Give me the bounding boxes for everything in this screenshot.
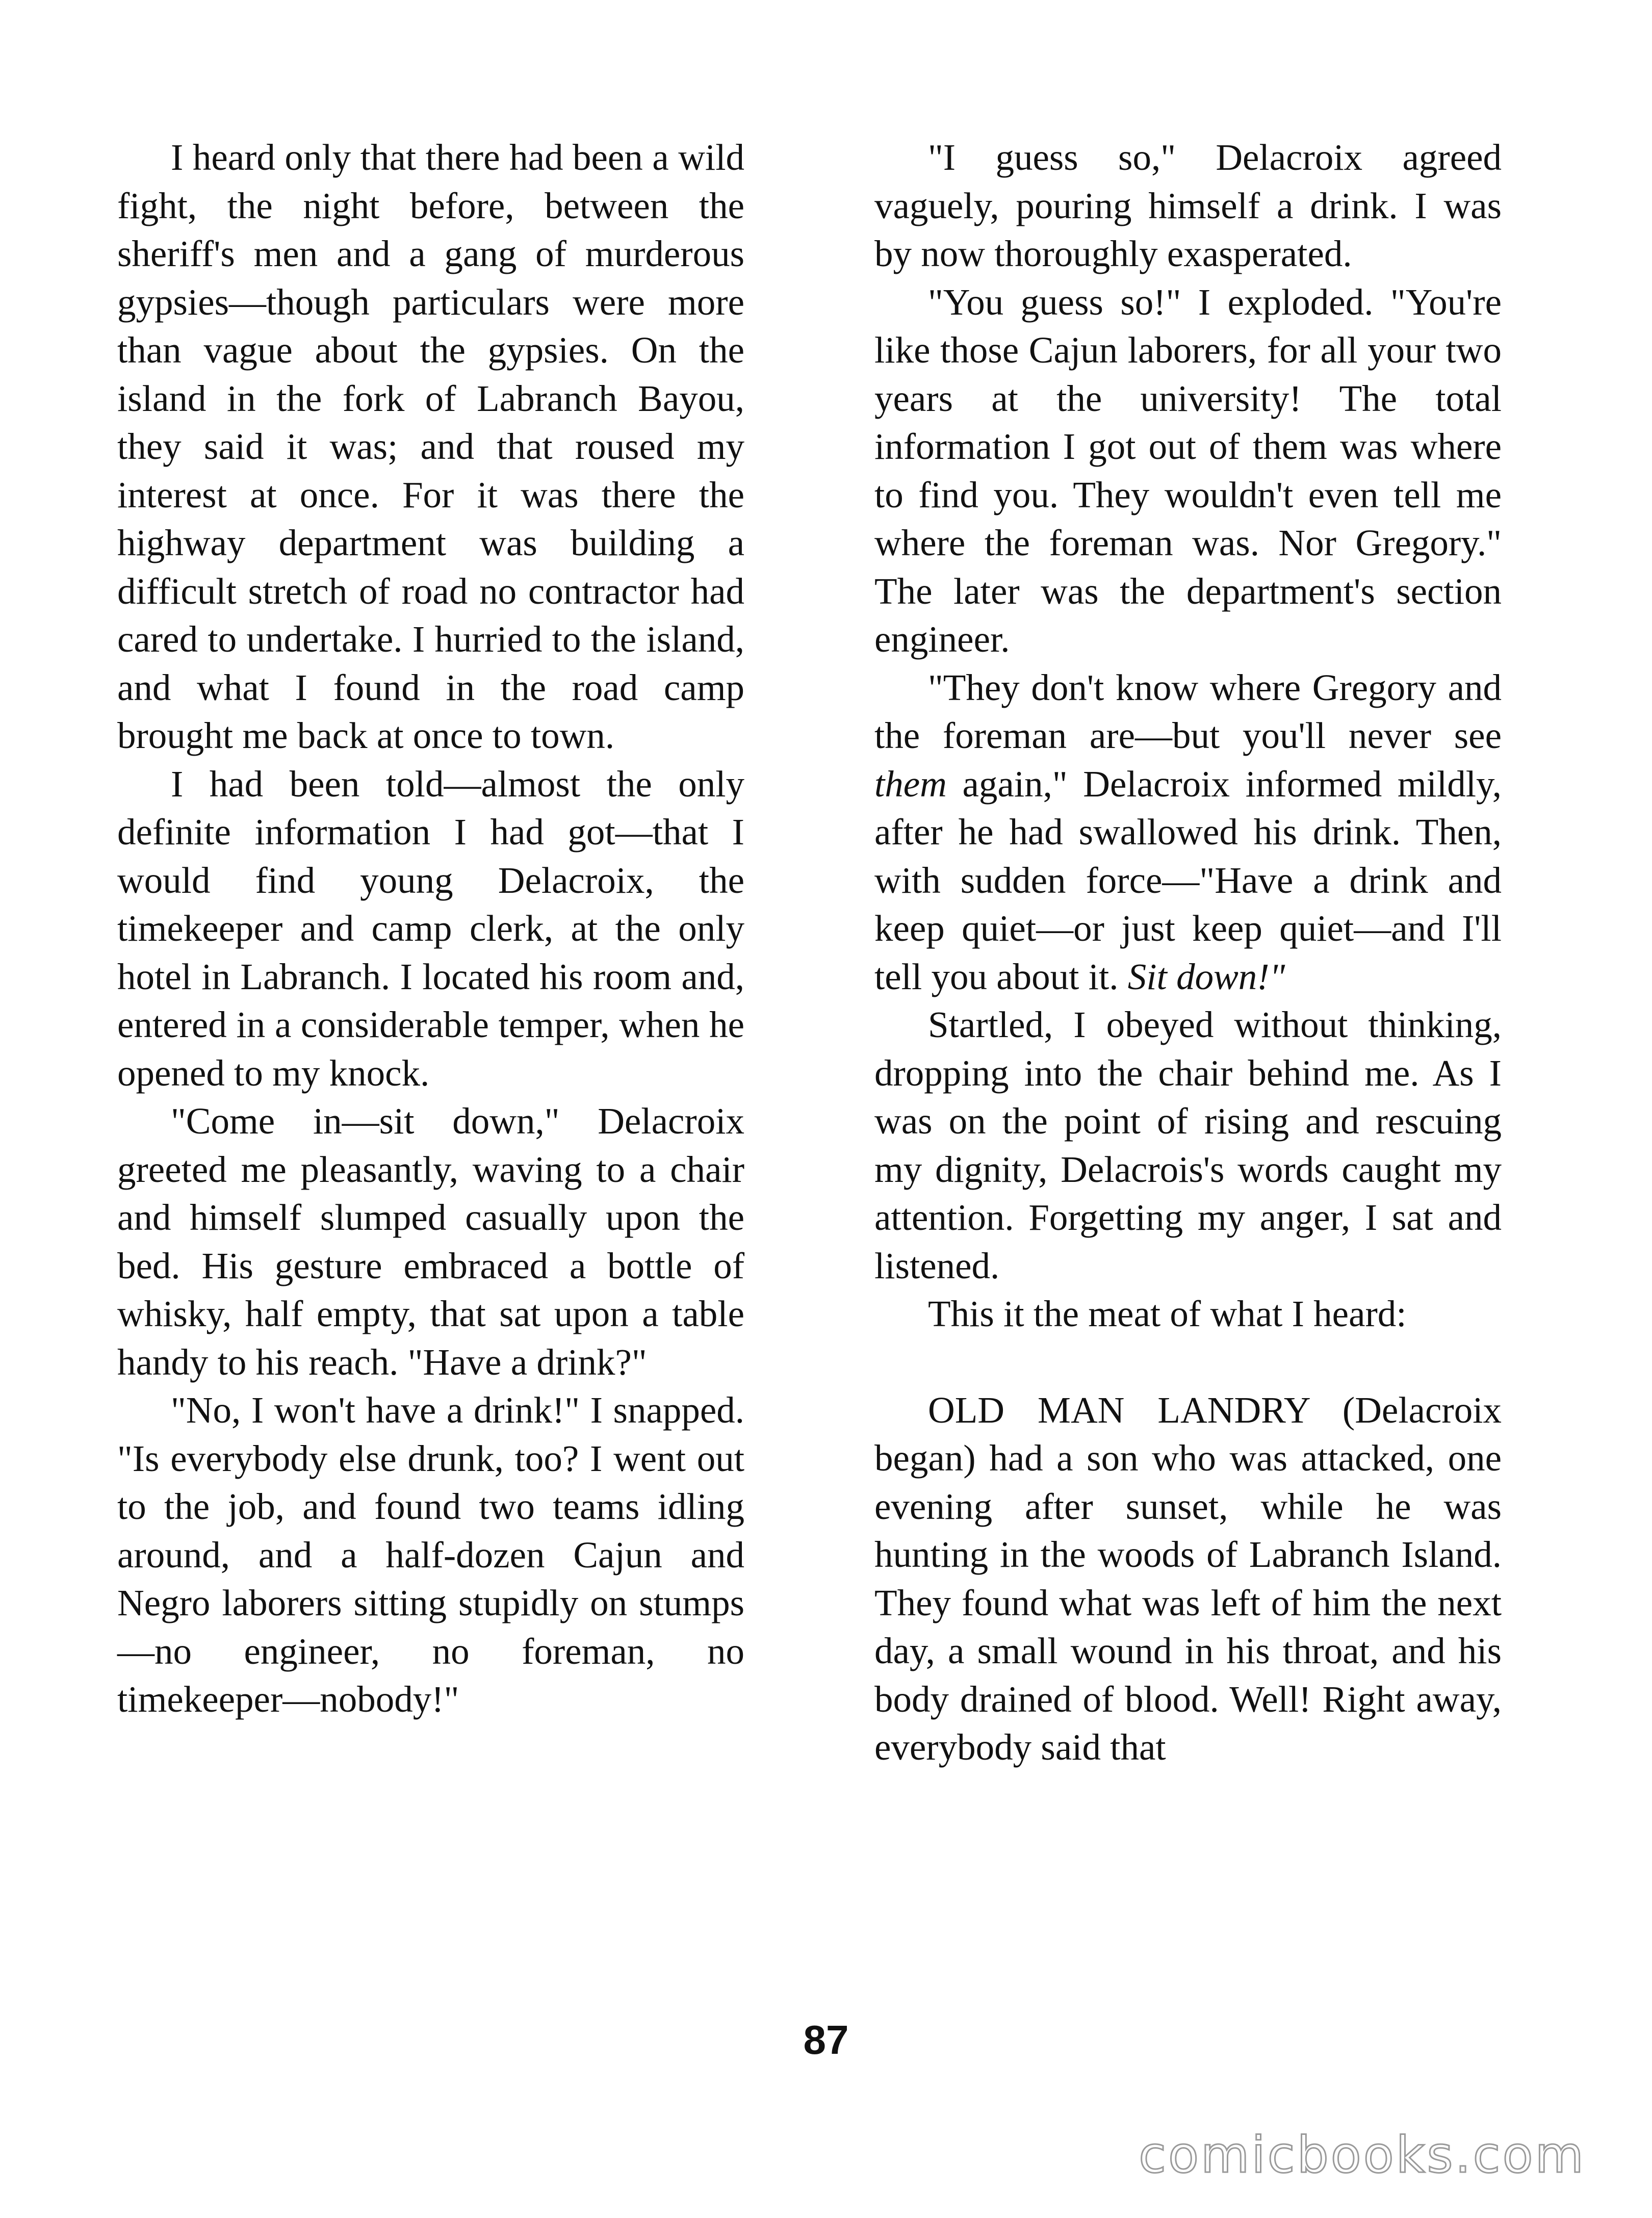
text-run: "They don't know where Gregory and the foreman are—but you'll never see <box>874 666 1502 756</box>
paragraph: This it the meat of what I heard: <box>928 1293 1407 1334</box>
page-number: 87 <box>803 2017 849 2062</box>
paragraph: I heard only that there had been a wild fight, the night before, between the sheriff's men and a gang of murderous gypsies—though particulars were more than vague about the gypsies. On the island in the fork of Labranch Bayou, they said it was; and that roused my interest at once. For it was there the highway department was building a difficult stretch of road no contractor had cared to undertake. I hurried to the island, and what I found in the road camp brought me back at once to town. <box>117 137 744 756</box>
paragraph: OLD MAN LANDRY (Delacroix began) had a son who was attacked, one evening after sunset, while he was hunting in the woods of Labranch Island. They found what was left of him the next day, a small wound in his throat, and his body drained of blood. Well! Right away, everybody said that <box>874 1389 1502 1768</box>
emphasis-text: Sit down!" <box>1127 956 1285 997</box>
paragraph: "No, I won't have a drink!" I snapped. "Is everybody else drunk, too? I went out to the job, and found two teams idling around, and a half-dozen Cajun and Negro laborers sitting stupidly on stumps—no engineer, no foreman, no timekeeper—nobody!" <box>117 1389 744 1720</box>
watermark: comicbooks.com <box>1139 2126 1586 2184</box>
left-text-column <box>117 134 744 1724</box>
text-run: again," Delacroix informed mildly, after he had swallowed his drink. Then, with sudden force—"Have a drink and keep quiet—or just keep quiet—and I'll tell you about it. <box>874 763 1502 997</box>
paragraph: "You guess so!" I exploded. "You're like those Cajun laborers, for all your two years at the university! The total information I got out of them was where to find you. They wouldn't even tell me where the foreman was. Nor Gregory." The later was the department's section engineer. <box>874 281 1502 660</box>
paragraph: Startled, I obeyed without thinking, dropping into the chair behind me. As I was on the point of rising and rescuing my dignity, Delacrois's words caught my attention. Forgetting my anger, I sat and listened. <box>874 1004 1502 1286</box>
paragraph: "Come in—sit down," Delacroix greeted me pleasantly, waving to a chair and himself slumped casually upon the bed. His gesture embraced a bottle of whisky, half empty, that sat upon a table handy to his reach. "Have a drink?" <box>117 1100 744 1383</box>
paragraph: "I guess so," Delacroix agreed vaguely, pouring himself a drink. I was by now thoroughly exasperated. <box>874 137 1502 274</box>
paragraph: I had been told—almost the only definite information I had got—that I would find young Delacroix, the timekeeper and camp clerk, at the only hotel in Labranch. I located his room and, entered in a considerable temper, when he opened to my knock. <box>117 763 744 1094</box>
paragraph <box>874 664 1502 1001</box>
right-text-column <box>874 134 1502 1772</box>
emphasis-text: them <box>874 763 947 805</box>
